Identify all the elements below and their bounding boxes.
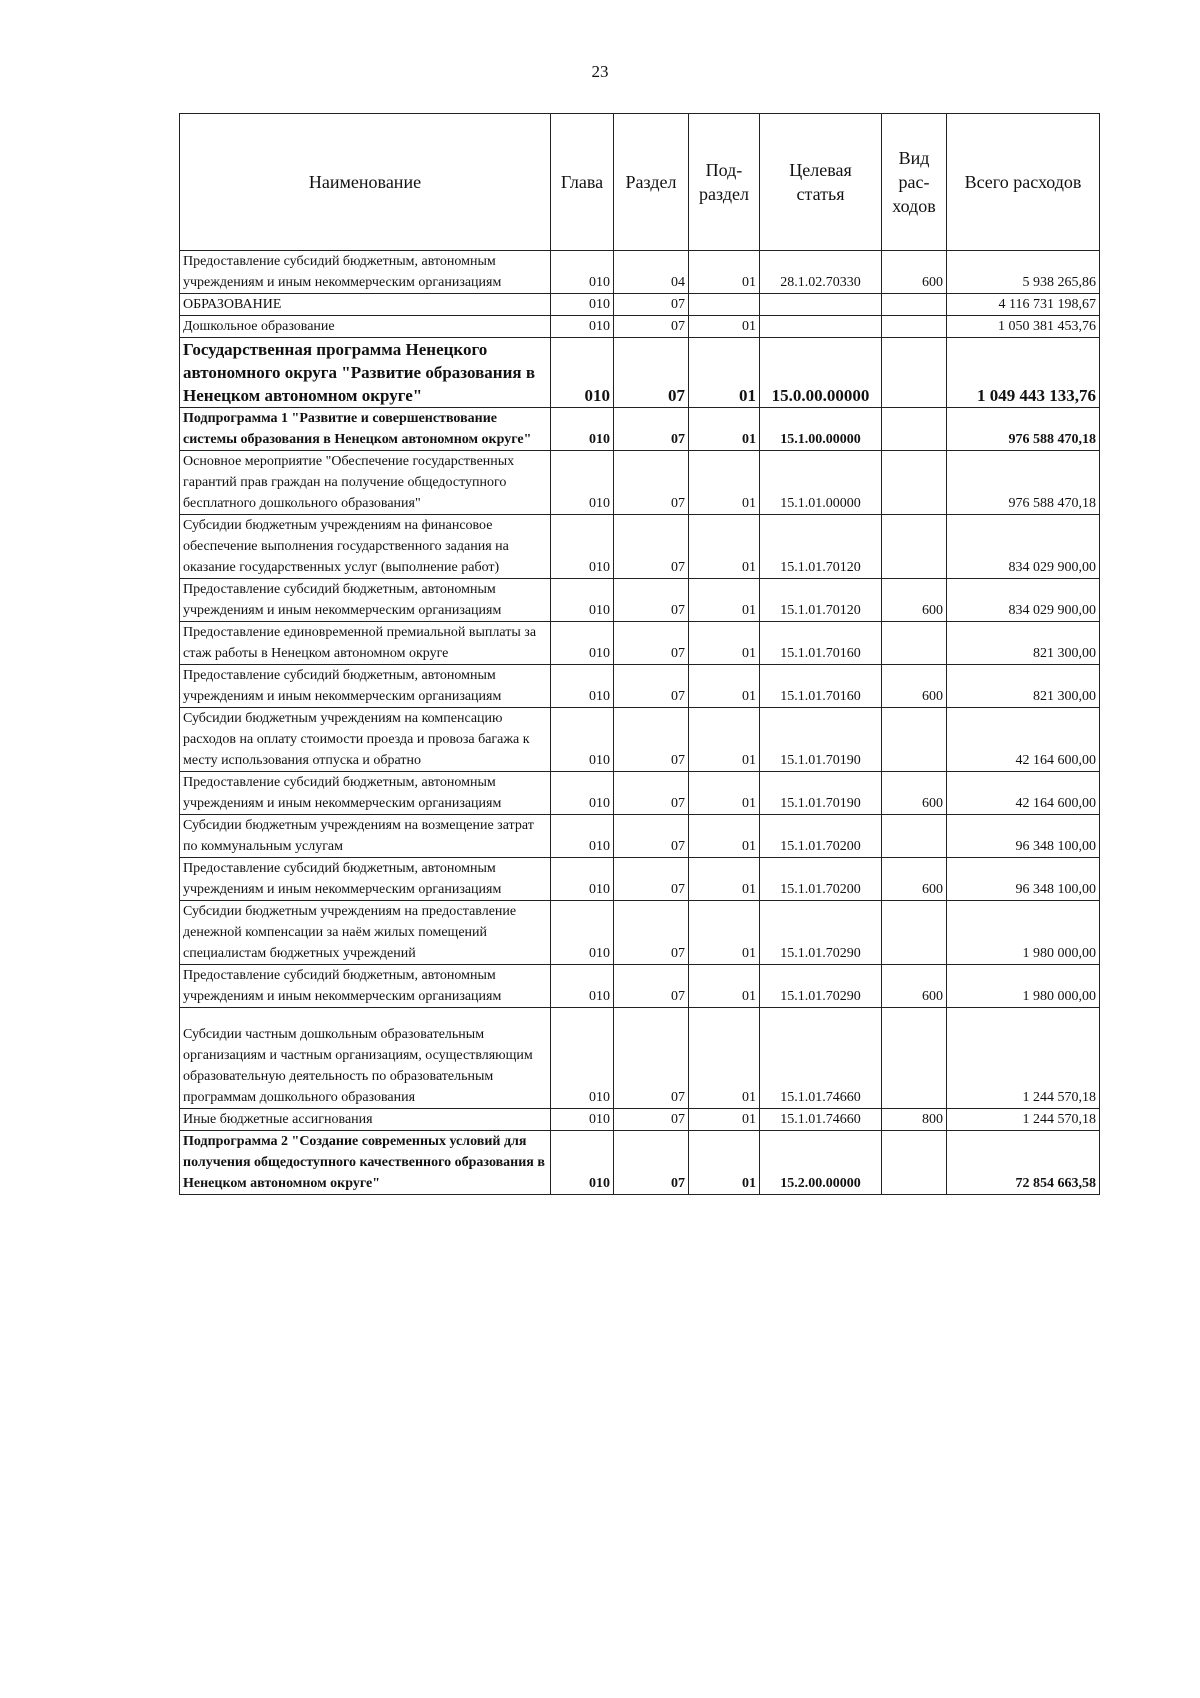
- cell-expense-type: 600: [882, 579, 947, 622]
- cell-name: Субсидии бюджетным учреждениям на компенсацию расходов на оплату стоимости проезда и провоза багажа к месту использования отпуска и обратно: [180, 708, 551, 772]
- cell-subsection: 01: [689, 515, 760, 579]
- cell-target-article: 15.1.01.70120: [760, 579, 882, 622]
- cell-section: 07: [614, 338, 689, 408]
- cell-chapter: 010: [551, 1109, 614, 1131]
- cell-name: Предоставление субсидий бюджетным, автономным учреждениям и иным некоммерческим организациям: [180, 251, 551, 294]
- cell-subsection: 01: [689, 251, 760, 294]
- cell-total: 1 244 570,18: [947, 1109, 1100, 1131]
- cell-section: 07: [614, 858, 689, 901]
- cell-total: 96 348 100,00: [947, 815, 1100, 858]
- cell-name: Подпрограмма 2 "Создание современных условий для получения общедоступного качественного образования в Ненецком автономном округе": [180, 1131, 551, 1195]
- cell-name: Дошкольное образование: [180, 316, 551, 338]
- table-row: [180, 1109, 1100, 1131]
- cell-total: 821 300,00: [947, 622, 1100, 665]
- cell-chapter: 010: [551, 1131, 614, 1195]
- table-row: [180, 316, 1100, 338]
- cell-subsection: 01: [689, 1008, 760, 1109]
- cell-section: 07: [614, 1131, 689, 1195]
- cell-subsection: 01: [689, 901, 760, 965]
- cell-total: 834 029 900,00: [947, 515, 1100, 579]
- cell-name: Субсидии бюджетным учреждениям на предоставление денежной компенсации за наём жилых помещений специалистам бюджетных учреждений: [180, 901, 551, 965]
- cell-target-article: 15.1.01.70160: [760, 665, 882, 708]
- cell-total: 5 938 265,86: [947, 251, 1100, 294]
- cell-expense-type: [882, 515, 947, 579]
- header-chapter: Глава: [551, 114, 614, 251]
- cell-name: Предоставление субсидий бюджетным, автономным учреждениям и иным некоммерческим организациям: [180, 772, 551, 815]
- cell-target-article: [760, 316, 882, 338]
- cell-name: Предоставление единовременной премиальной выплаты за стаж работы в Ненецком автономном округе: [180, 622, 551, 665]
- cell-name: Предоставление субсидий бюджетным, автономным учреждениям и иным некоммерческим организациям: [180, 579, 551, 622]
- cell-section: 07: [614, 1109, 689, 1131]
- header-total-expenses: Всего расходов: [947, 114, 1100, 251]
- header-subsection: Под- раздел: [689, 114, 760, 251]
- cell-subsection: 01: [689, 1109, 760, 1131]
- cell-target-article: 15.1.01.70190: [760, 772, 882, 815]
- cell-subsection: 01: [689, 338, 760, 408]
- cell-name: Субсидии частным дошкольным образовательным организациям и частным организациям, осуществляющим образовательную деятельность по образовательным программам дошкольного образования: [180, 1008, 551, 1109]
- cell-section: 07: [614, 772, 689, 815]
- cell-subsection: [689, 294, 760, 316]
- table-row: [180, 515, 1100, 579]
- cell-subsection: 01: [689, 1131, 760, 1195]
- cell-chapter: 010: [551, 708, 614, 772]
- cell-total: 834 029 900,00: [947, 579, 1100, 622]
- budget-table: [179, 113, 1100, 1195]
- cell-subsection: 01: [689, 772, 760, 815]
- cell-chapter: 010: [551, 965, 614, 1008]
- table-row: [180, 451, 1100, 515]
- table-row: [180, 294, 1100, 316]
- cell-target-article: 15.1.00.00000: [760, 408, 882, 451]
- cell-target-article: 28.1.02.70330: [760, 251, 882, 294]
- cell-subsection: 01: [689, 965, 760, 1008]
- cell-total: 976 588 470,18: [947, 408, 1100, 451]
- cell-section: 07: [614, 622, 689, 665]
- cell-total: 1 050 381 453,76: [947, 316, 1100, 338]
- table-row: [180, 1131, 1100, 1195]
- table-row: [180, 665, 1100, 708]
- cell-expense-type: 600: [882, 858, 947, 901]
- cell-subsection: 01: [689, 316, 760, 338]
- cell-expense-type: [882, 1131, 947, 1195]
- cell-expense-type: [882, 1008, 947, 1109]
- header-target-article: Целевая статья: [760, 114, 882, 251]
- cell-section: 07: [614, 515, 689, 579]
- cell-section: 07: [614, 451, 689, 515]
- cell-subsection: 01: [689, 665, 760, 708]
- cell-target-article: [760, 294, 882, 316]
- table-row: [180, 1008, 1100, 1109]
- cell-chapter: 010: [551, 294, 614, 316]
- cell-section: 07: [614, 408, 689, 451]
- cell-chapter: 010: [551, 622, 614, 665]
- cell-target-article: 15.1.01.70160: [760, 622, 882, 665]
- cell-section: 07: [614, 1008, 689, 1109]
- cell-expense-type: 600: [882, 251, 947, 294]
- cell-name: Субсидии бюджетным учреждениям на финансовое обеспечение выполнения государственного задания на оказание государственных услуг (выполнение работ): [180, 515, 551, 579]
- table-row: [180, 772, 1100, 815]
- header-name: Наименование: [180, 114, 551, 251]
- cell-chapter: 010: [551, 1008, 614, 1109]
- cell-total: 1 244 570,18: [947, 1008, 1100, 1109]
- cell-expense-type: [882, 815, 947, 858]
- cell-expense-type: [882, 316, 947, 338]
- cell-subsection: 01: [689, 708, 760, 772]
- cell-chapter: 010: [551, 515, 614, 579]
- table-row: [180, 622, 1100, 665]
- cell-subsection: 01: [689, 622, 760, 665]
- cell-section: 07: [614, 316, 689, 338]
- cell-target-article: 15.1.01.74660: [760, 1008, 882, 1109]
- table-row: [180, 901, 1100, 965]
- cell-target-article: 15.1.01.70200: [760, 815, 882, 858]
- table-header-row: [180, 114, 1100, 251]
- table-body: [180, 251, 1100, 1195]
- table-row: [180, 338, 1100, 408]
- cell-chapter: 010: [551, 815, 614, 858]
- cell-expense-type: 600: [882, 965, 947, 1008]
- page-number: 23: [591, 62, 609, 81]
- cell-name: Иные бюджетные ассигнования: [180, 1109, 551, 1131]
- cell-section: 07: [614, 901, 689, 965]
- cell-total: 1 980 000,00: [947, 901, 1100, 965]
- cell-total: 42 164 600,00: [947, 708, 1100, 772]
- cell-expense-type: [882, 708, 947, 772]
- cell-total: 96 348 100,00: [947, 858, 1100, 901]
- table-row: [180, 708, 1100, 772]
- cell-section: 07: [614, 815, 689, 858]
- cell-chapter: 010: [551, 665, 614, 708]
- cell-chapter: 010: [551, 579, 614, 622]
- cell-total: 976 588 470,18: [947, 451, 1100, 515]
- cell-section: 07: [614, 708, 689, 772]
- cell-chapter: 010: [551, 316, 614, 338]
- cell-expense-type: 600: [882, 772, 947, 815]
- cell-name: Предоставление субсидий бюджетным, автономным учреждениям и иным некоммерческим организациям: [180, 965, 551, 1008]
- cell-section: 07: [614, 965, 689, 1008]
- cell-name: Государственная программа Ненецкого автономного округа "Развитие образования в Ненецком автономном округе": [180, 338, 551, 408]
- cell-subsection: 01: [689, 858, 760, 901]
- cell-section: 07: [614, 579, 689, 622]
- cell-total: 4 116 731 198,67: [947, 294, 1100, 316]
- header-expense-type: Вид рас- ходов: [882, 114, 947, 251]
- cell-chapter: 010: [551, 451, 614, 515]
- cell-section: 04: [614, 251, 689, 294]
- cell-target-article: 15.1.01.70290: [760, 965, 882, 1008]
- cell-chapter: 010: [551, 901, 614, 965]
- cell-expense-type: [882, 622, 947, 665]
- cell-section: 07: [614, 294, 689, 316]
- cell-chapter: 010: [551, 251, 614, 294]
- cell-total: 1 980 000,00: [947, 965, 1100, 1008]
- cell-subsection: 01: [689, 579, 760, 622]
- cell-expense-type: 600: [882, 665, 947, 708]
- cell-name: Основное мероприятие "Обеспечение государственных гарантий прав граждан на получение общедоступного бесплатного дошкольного образования": [180, 451, 551, 515]
- cell-total: 72 854 663,58: [947, 1131, 1100, 1195]
- cell-chapter: 010: [551, 858, 614, 901]
- cell-expense-type: [882, 451, 947, 515]
- cell-expense-type: [882, 338, 947, 408]
- cell-chapter: 010: [551, 338, 614, 408]
- cell-name: Предоставление субсидий бюджетным, автономным учреждениям и иным некоммерческим организациям: [180, 665, 551, 708]
- cell-target-article: 15.1.01.00000: [760, 451, 882, 515]
- table-row: [180, 579, 1100, 622]
- cell-target-article: 15.1.01.70190: [760, 708, 882, 772]
- cell-expense-type: [882, 294, 947, 316]
- cell-target-article: 15.1.01.70200: [760, 858, 882, 901]
- cell-expense-type: [882, 408, 947, 451]
- cell-target-article: 15.1.01.70120: [760, 515, 882, 579]
- cell-chapter: 010: [551, 408, 614, 451]
- cell-total: 1 049 443 133,76: [947, 338, 1100, 408]
- cell-name: Предоставление субсидий бюджетным, автономным учреждениям и иным некоммерческим организациям: [180, 858, 551, 901]
- table-row: [180, 408, 1100, 451]
- table-row: [180, 965, 1100, 1008]
- table-row: [180, 858, 1100, 901]
- cell-subsection: 01: [689, 815, 760, 858]
- cell-name: ОБРАЗОВАНИЕ: [180, 294, 551, 316]
- cell-chapter: 010: [551, 772, 614, 815]
- cell-expense-type: [882, 901, 947, 965]
- table-row: [180, 251, 1100, 294]
- cell-name: Подпрограмма 1 "Развитие и совершенствование системы образования в Ненецком автономном округе": [180, 408, 551, 451]
- cell-target-article: 15.1.01.74660: [760, 1109, 882, 1131]
- cell-total: 42 164 600,00: [947, 772, 1100, 815]
- cell-target-article: 15.0.00.00000: [760, 338, 882, 408]
- cell-expense-type: 800: [882, 1109, 947, 1131]
- cell-section: 07: [614, 665, 689, 708]
- cell-target-article: 15.2.00.00000: [760, 1131, 882, 1195]
- cell-target-article: 15.1.01.70290: [760, 901, 882, 965]
- cell-subsection: 01: [689, 451, 760, 515]
- cell-subsection: 01: [689, 408, 760, 451]
- table-row: [180, 815, 1100, 858]
- cell-name: Субсидии бюджетным учреждениям на возмещение затрат по коммунальным услугам: [180, 815, 551, 858]
- header-section: Раздел: [614, 114, 689, 251]
- cell-total: 821 300,00: [947, 665, 1100, 708]
